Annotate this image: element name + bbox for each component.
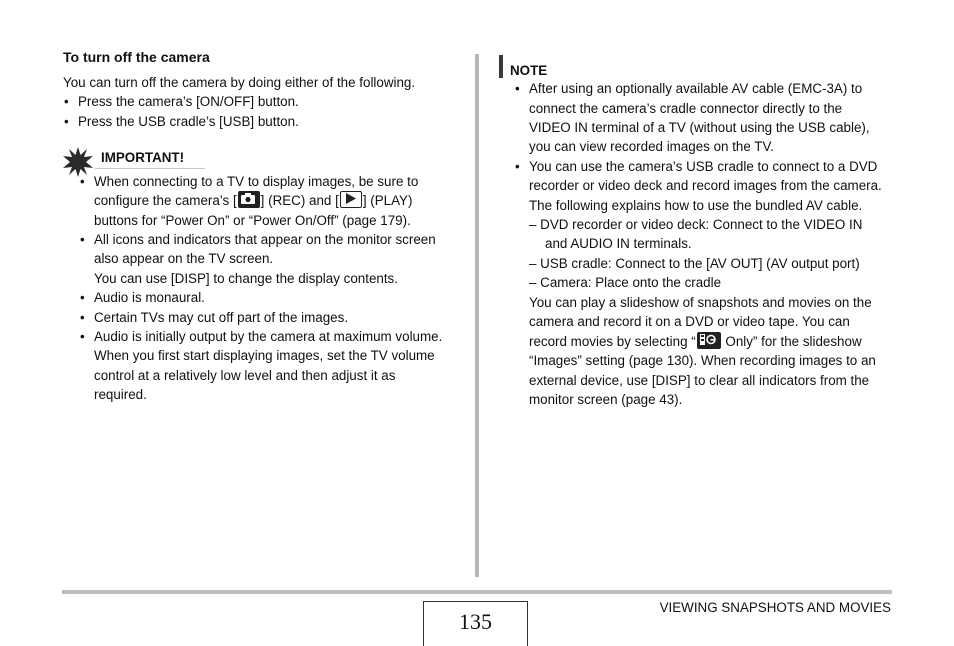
text-segment: configure the camera’s [ — [94, 193, 237, 208]
important-bullet-2-line-3: You can use [DISP] to change the display contents. — [94, 271, 398, 286]
important-bullet-4: • Certain TVs may cut off part of the images. — [94, 308, 348, 327]
section-heading: To turn off the camera — [63, 49, 210, 65]
note-bullet-1-line-4: you can view recorded images on the TV. — [529, 139, 774, 154]
important-bullet-1-line-3: buttons for “Power On” or “Power On/Off” (page 179). — [94, 213, 411, 228]
important-bullet-5-line-2: When you first start displaying images, set the TV volume — [94, 348, 435, 363]
note-bullet-2-line-1: • You can use the camera’s USB cradle to connect to a DVD — [529, 157, 877, 176]
note-title: NOTE — [510, 63, 548, 78]
note-paragraph-line-1: You can play a slideshow of snapshots and movies on the — [529, 295, 872, 310]
note-dash-2: – USB cradle: Connect to the [AV OUT] (AV output port) — [529, 256, 860, 271]
text-segment: ] (REC) and [ — [260, 193, 339, 208]
movie-icon — [697, 332, 721, 349]
important-bullet-3: • Audio is monaural. — [94, 288, 205, 307]
column-divider — [475, 54, 479, 577]
important-bullet-5-line-1: • Audio is initially output by the camera at maximum volume. — [94, 327, 442, 346]
page-number: 135 — [423, 601, 528, 646]
important-bullet-1-line-2 — [94, 191, 412, 210]
important-bullet-2-line-1: • All icons and indicators that appear on the monitor screen — [94, 230, 436, 249]
text-segment: record movies by selecting “ — [529, 334, 696, 349]
note-paragraph-line-2: camera and record it on a DVD or video tape. You can — [529, 314, 850, 329]
note-bullet-1-line-2: connect the camera’s cradle connector directly to the — [529, 101, 843, 116]
section-title: VIEWING SNAPSHOTS AND MOVIES — [659, 600, 891, 615]
important-divider — [95, 168, 205, 169]
important-bullet-2-line-2: also appear on the TV screen. — [94, 251, 274, 266]
note-dash-1-line-2: and AUDIO IN terminals. — [545, 236, 692, 251]
text-segment: Only” for the slideshow — [721, 334, 862, 349]
important-title: IMPORTANT! — [101, 150, 185, 165]
note-bullet-2-line-3: The following explains how to use the bundled AV cable. — [529, 198, 863, 213]
important-bullet-5-line-3: control at a relatively low level and then adjust it as — [94, 368, 396, 383]
bullet-usb: • Press the USB cradle’s [USB] button. — [78, 112, 299, 131]
note-dash-1-line-1: – DVD recorder or video deck: Connect to the VIDEO IN — [529, 217, 863, 232]
important-star-icon — [63, 147, 93, 177]
note-marker — [499, 55, 503, 78]
note-paragraph-line-6: monitor screen (page 43). — [529, 392, 683, 407]
note-paragraph-line-5: external device, use [DISP] to clear all indicators from the — [529, 373, 870, 388]
note-bullet-2-line-2: recorder or video deck and record images from the camera. — [529, 178, 882, 193]
play-icon — [340, 191, 362, 208]
note-paragraph-line-3 — [529, 332, 862, 351]
note-dash-3: – Camera: Place onto the cradle — [529, 275, 722, 290]
note-paragraph-line-4: “Images” setting (page 130). When recording images to an — [529, 353, 876, 368]
important-bullet-5-line-4: required. — [94, 387, 147, 402]
camera-icon — [238, 191, 260, 208]
note-bullet-1-line-3: VIDEO IN terminal of a TV (without using the USB cable), — [529, 120, 870, 135]
text-segment: ] (PLAY) — [362, 193, 413, 208]
footer-rule — [62, 590, 892, 594]
intro-text: You can turn off the camera by doing either of the following. — [63, 75, 416, 90]
bullet-onoff: • Press the camera’s [ON/OFF] button. — [78, 92, 299, 111]
important-bullet-1-line-1: • When connecting to a TV to display images, be sure to — [94, 172, 418, 191]
note-bullet-1-line-1: • After using an optionally available AV cable (EMC-3A) to — [529, 79, 862, 98]
